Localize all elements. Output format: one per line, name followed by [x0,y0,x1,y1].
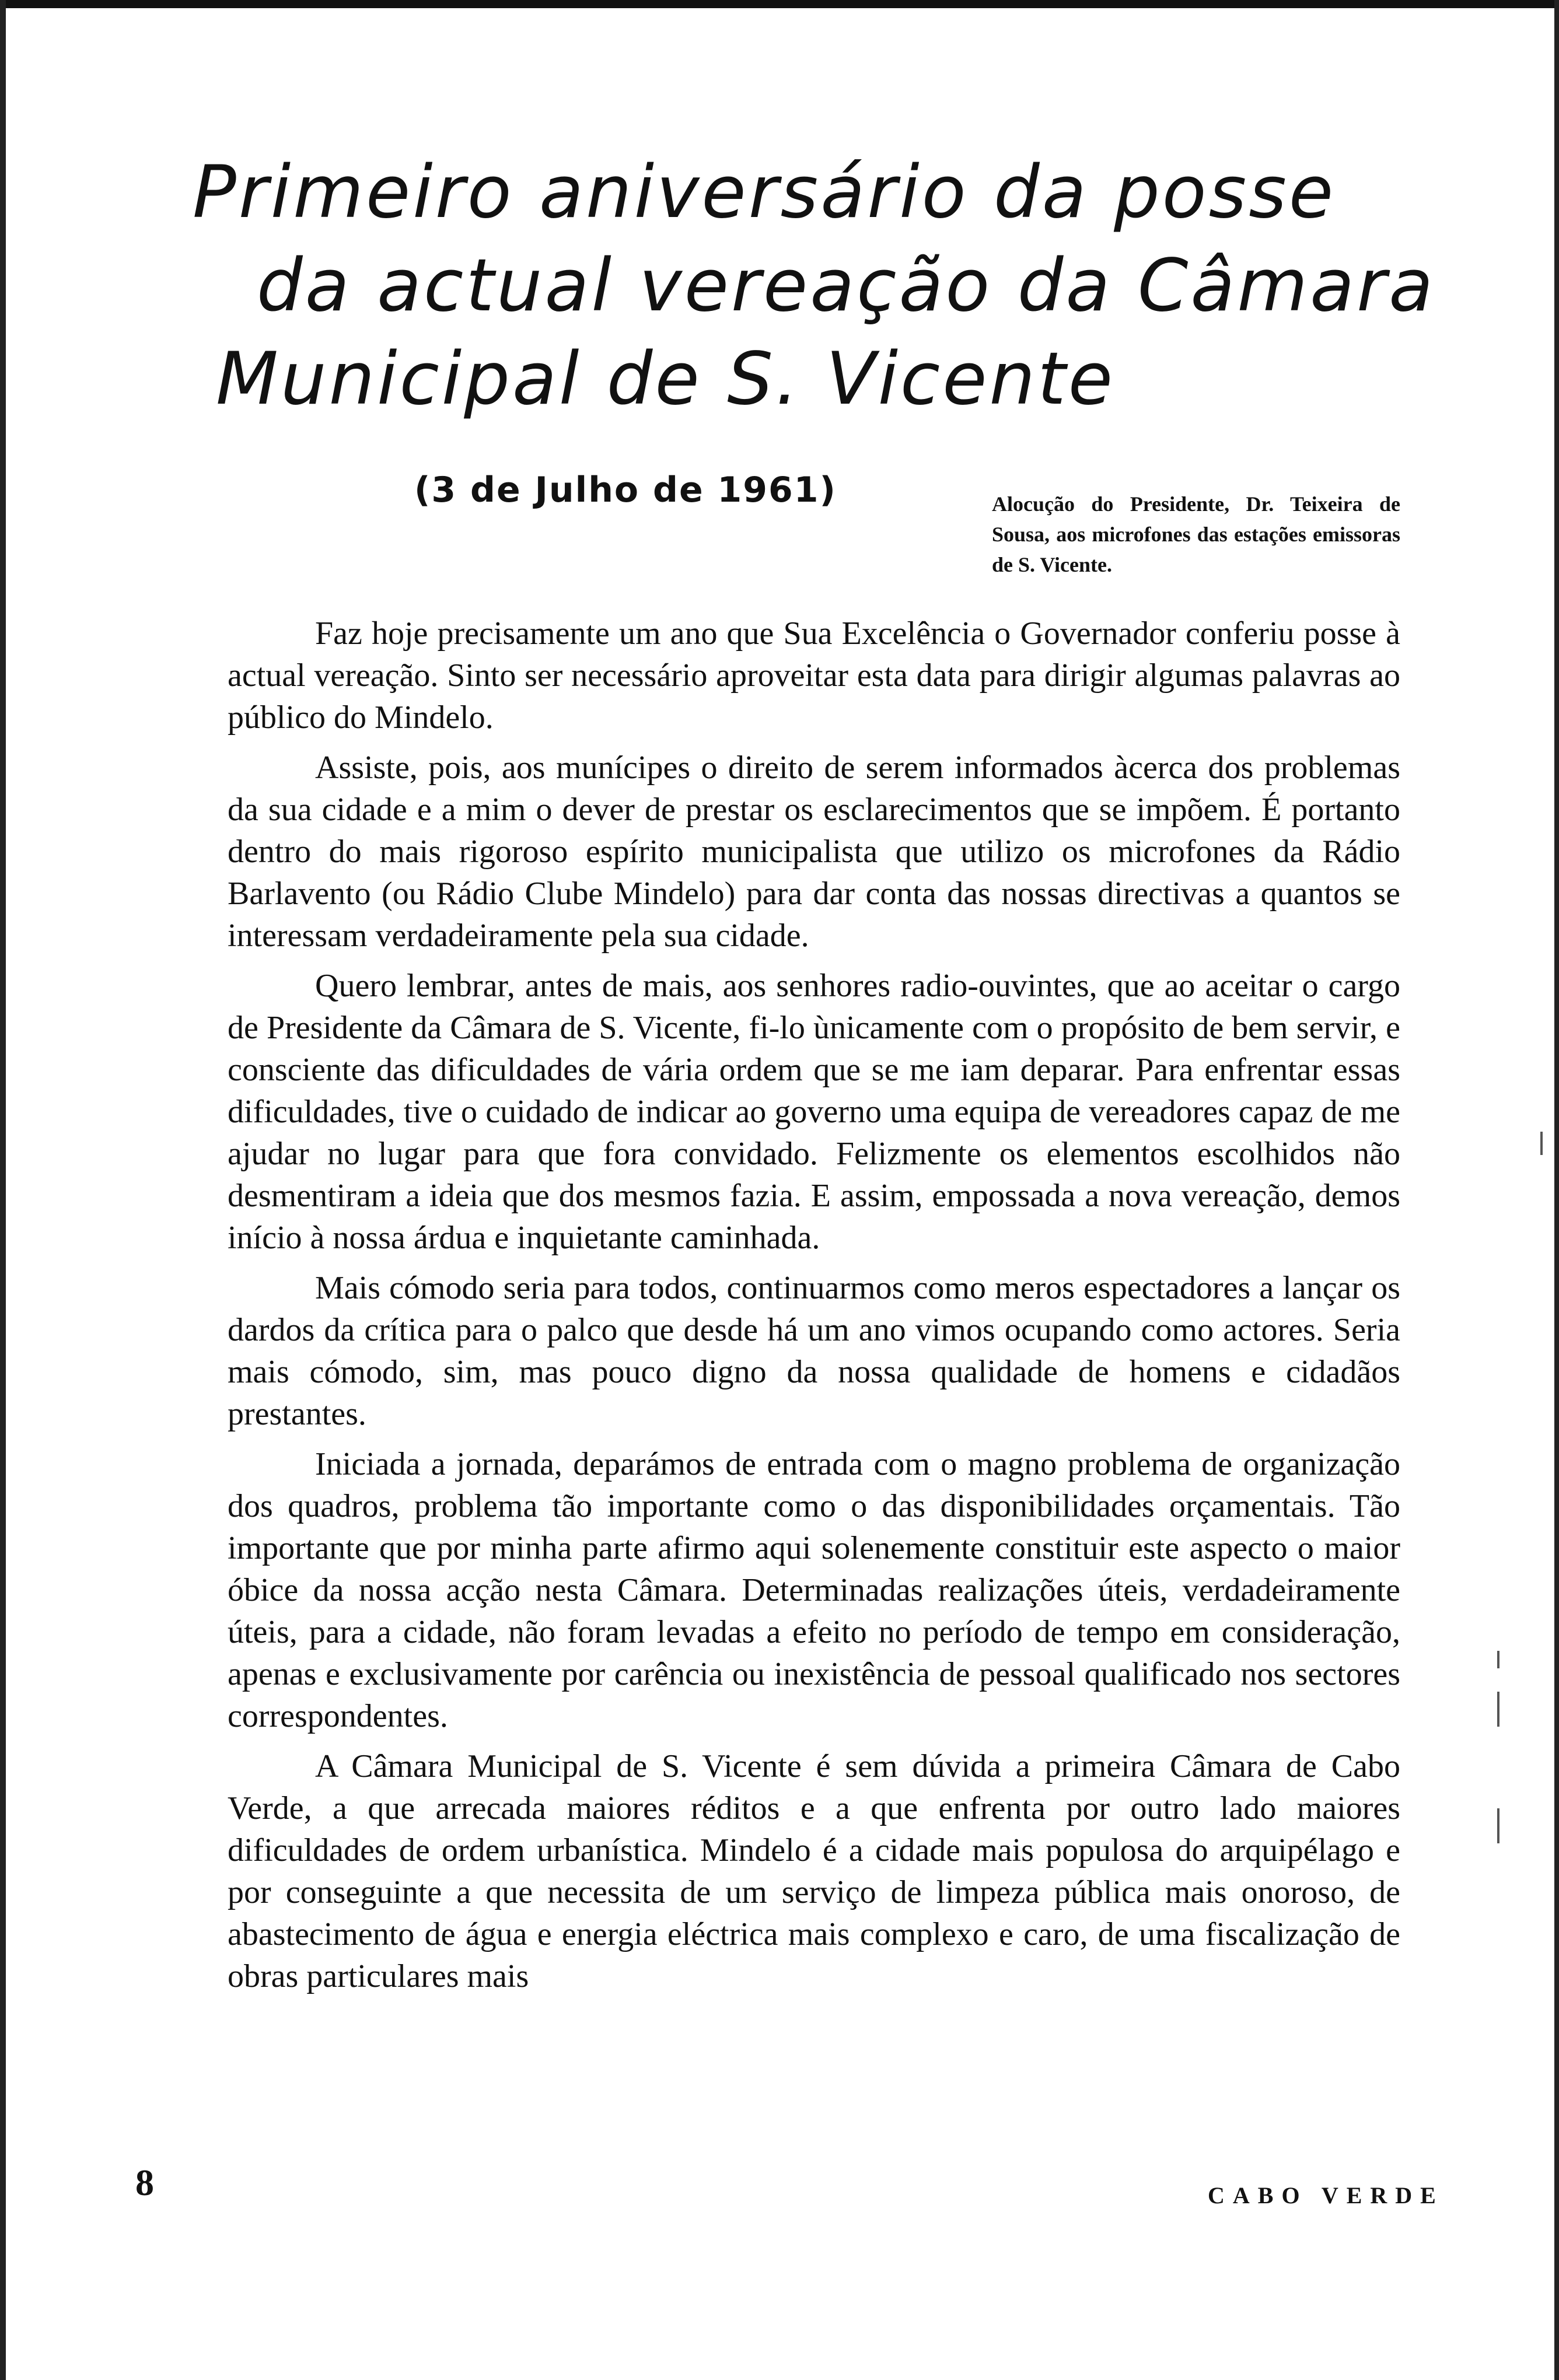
article-dedication: Alocução do Presidente, Dr. Teixeira de Sousa, aos microfones das estações emissoras de S. Vicente. [992,492,1400,576]
title-line-3: Municipal de S. Vicente [216,337,1116,421]
paragraph: Iniciada a jornada, deparámos de entrada com o magno problema de organização dos quadros, problema tão importante como o das disponibilidades orçamentais. Tão importante que por minha parte afirmo aqui solenemente constituir este aspecto o maior óbice da nossa acção nesta Câmara. Determinadas realizações úteis, verdadeiramente úteis, para a cidade, não foram levadas a efeito no período de tempo em consideração, apenas e exclusivamente por carência ou inexistência de pessoal qualificado nos sectores correspondentes. [228,1446,1400,1734]
title-line-2: da actual vereação da Câmara [257,244,1436,328]
article-title [193,146,1436,426]
page-border-right [1554,0,1559,2380]
margin-mark [1497,1692,1499,1727]
title-line-1: Primeiro aniversário da posse [193,150,1336,235]
article-date: (3 de Julho de 1961) [414,470,837,510]
paragraph: Quero lembrar, antes de mais, aos senhores radio-ouvintes, que ao aceitar o cargo de Presidente da Câmara de S. Vicente, fi-lo ùnicamente com o propósito de bem servir, e consciente das dificuldades de vária ordem que se me iam deparar. Para enfrentar essas dificuldades, tive o cuidado de indicar ao governo uma equipa de vereadores capaz de me ajudar no lugar para que fora convidado. Felizmente os elementos escolhidos não desmentiram a ideia que dos mesmos fazia. E assim, empossada a nova vereação, demos início à nossa árdua e inquietante caminhada. [228,968,1400,1256]
paragraph: Faz hoje precisamente um ano que Sua Excelência o Governador conferiu posse à actual vereação. Sinto ser necessário aproveitar esta data para dirigir algumas palavras ao público do Mindelo. [228,615,1400,736]
paragraph: Assiste, pois, aos munícipes o direito de serem informados àcerca dos problemas da sua cidade e a mim o dever de prestar os esclarecimentos que se impõem. É portanto dentro do mais rigoroso espírito municipalista que utilizo os microfones da Rádio Barlavento (ou Rádio Clube Mindelo) para dar conta das nossas directivas a quantos se interessam verdadeiramente pela sua cidade. [228,750,1400,954]
publication-name: CABO VERDE [1208,2182,1444,2208]
page-border-top [0,0,1559,8]
margin-mark [1497,1651,1499,1668]
article-body [228,612,1400,2006]
page-border-left [0,0,6,2380]
paragraph: A Câmara Municipal de S. Vicente é sem dúvida a primeira Câmara de Cabo Verde, a que arrecada maiores réditos e a que enfrenta por outro lado maiores dificuldades de ordem urbanística. Mindelo é a cidade mais populosa do arquipélago e por conseguinte a que necessita de um serviço de limpeza pública mais onoroso, de abastecimento de água e energia eléctrica mais complexo e caro, de uma fiscalização de obras particulares mais [228,1748,1400,1994]
paragraph: Mais cómodo seria para todos, continuarmos como meros espectadores a lançar os dardos da crítica para o palco que desde há um ano vimos ocupando como actores. Seria mais cómodo, sim, mas pouco digno da nossa qualidade de homens e cidadãos prestantes. [228,1270,1400,1432]
page-number: 8 [135,2162,154,2203]
margin-mark [1540,1132,1543,1155]
margin-mark [1497,1808,1499,1843]
